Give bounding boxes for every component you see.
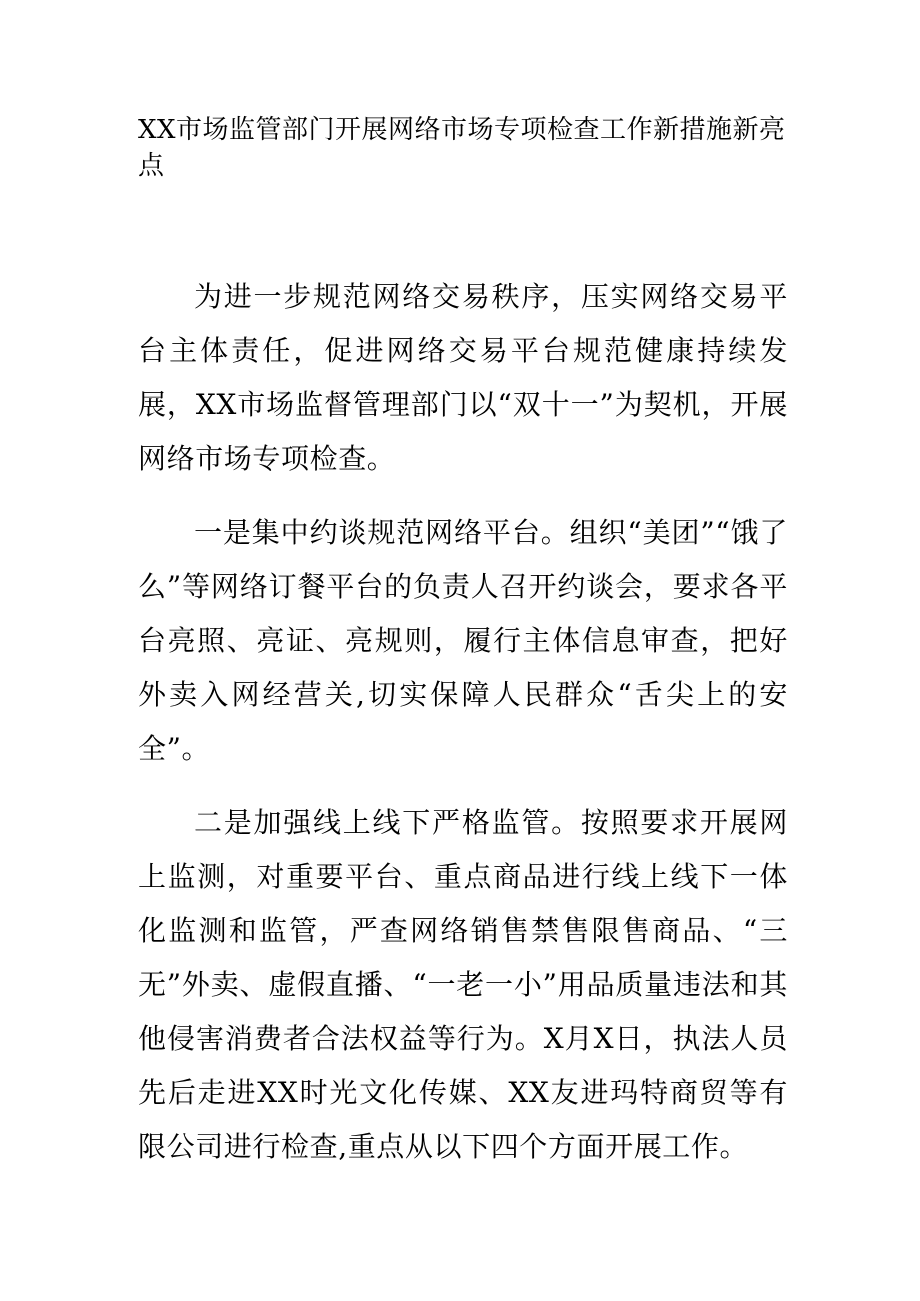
paragraph-intro: 为进一步规范网络交易秩序，压实网络交易平台主体责任，促进网络交易平台规范健康持续发展，XX市场监督管理部门以“双十一”为契机，开展网络市场专项检查。 [138,280,788,475]
paragraph-online-offline-supervision: 二是加强线上线下严格监管。按照要求开展网上监测，对重要平台、重点商品进行线上线下一体化监测和监管，严查网络销售禁售限售商品、“三无”外卖、虚假直播、“一老一小”用品质量违法和其他侵害消费者合法权益等行为。X月X日，执法人员先后走进XX时光文化传媒、XX友进玛特商贸等有限公司进行检查,重点从以下四个方面开展工作。 [138,806,788,1163]
document-title: XX市场监管部门开展网络市场专项检查工作新措施新亮点 [138,115,786,181]
document-body [138,270,788,1194]
paragraph-platform-talks: 一是集中约谈规范网络平台。组织“美团”“饿了么”等网络订餐平台的负责人召开约谈会，要求各平台亮照、亮证、亮规则，履行主体信息审查，把好外卖入网经营关,切实保障人民群众“舌尖上的安全”。 [138,516,788,765]
